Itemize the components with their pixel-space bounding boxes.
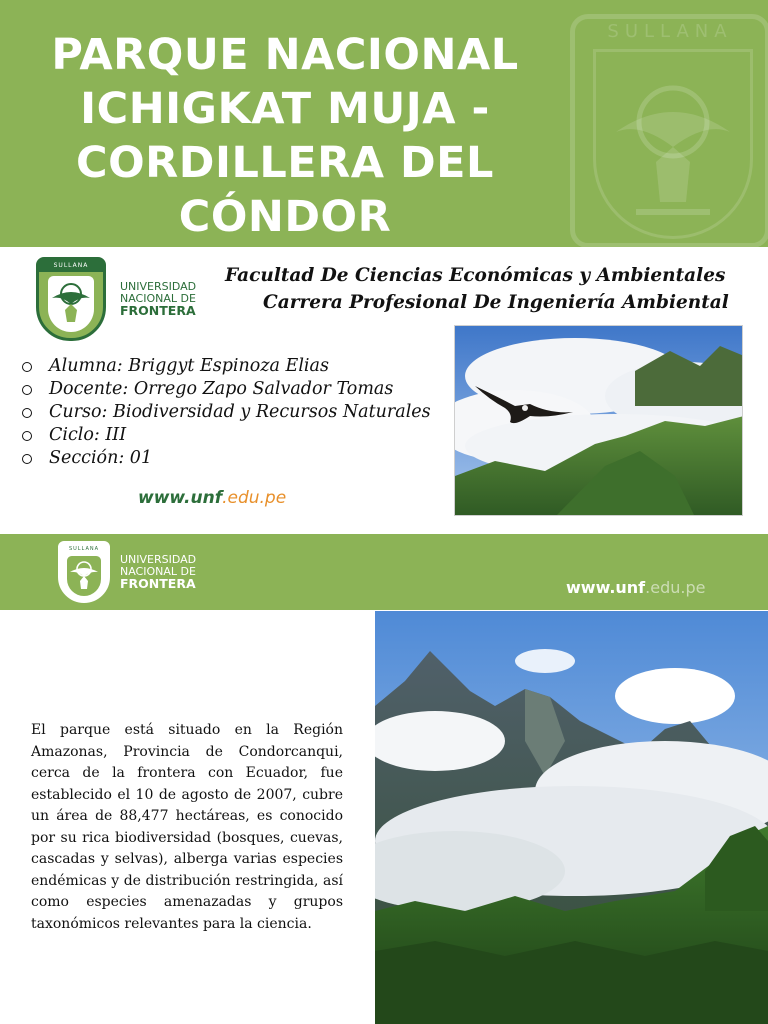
logo-shield <box>58 541 110 603</box>
website-link[interactable] <box>138 488 286 508</box>
watermark-shield <box>593 49 753 239</box>
logo-line-1: UNIVERSIDAD <box>120 553 197 566</box>
condor-emblem-icon <box>596 52 750 236</box>
logo-line-2: NACIONAL DE <box>120 292 196 305</box>
logo-band-text: SULLANA <box>61 544 107 554</box>
circle-bullet-icon <box>22 385 32 395</box>
logo-band-text: SULLANA <box>39 260 103 272</box>
student-info-list <box>22 355 442 470</box>
website-main: www.unf <box>138 488 223 508</box>
circle-bullet-icon <box>22 454 32 464</box>
website-suffix: .edu.pe <box>222 488 287 508</box>
condor-photo <box>454 325 743 516</box>
career-name: Carrera Profesional De Ingeniería Ambiental <box>263 292 729 313</box>
park-description: El parque está situado en la Región Amazonas, Provincia de Condorcanqui, cerca de la frontera con Ecuador, fue establecido el 10 de agosto de 2007, cubre un área de 88,477 hectáreas, es conocido por su rica biodiversidad (bosques, cuevas, cascadas y selvas), alberga varias especies endémicas y de distribución restringida, así como especies amenazadas y grupos taxonómicos relevantes para la ciencia. <box>31 722 343 932</box>
faculty-heading <box>215 262 745 316</box>
circle-bullet-icon <box>22 431 32 441</box>
circle-bullet-icon <box>22 408 32 418</box>
condor-emblem-icon <box>67 556 101 596</box>
university-logo <box>36 257 196 341</box>
faculty-name: Facultad De Ciencias Económicas y Ambientales <box>225 265 726 286</box>
list-item: Curso: Biodiversidad y Recursos Naturales <box>22 401 442 424</box>
list-item: Docente: Orrego Zapo Salvador Tomas <box>22 378 442 401</box>
logo-wordmark <box>120 554 196 590</box>
logo-wordmark <box>120 281 196 317</box>
title-banner <box>0 0 768 247</box>
condor-emblem-icon <box>48 276 94 332</box>
logo-line-1: UNIVERSIDAD <box>120 280 197 293</box>
page-title: PARQUE NACIONAL ICHIGKAT MUJA - CORDILLERA DEL CÓNDOR <box>51 30 519 242</box>
watermark-top-text: SULLANA <box>607 21 733 42</box>
list-item: Sección: 01 <box>22 447 442 470</box>
logo-shield-core <box>67 556 101 596</box>
website-link-footer[interactable] <box>566 578 705 597</box>
logo-line-2: NACIONAL DE <box>120 565 196 578</box>
website-main: www.unf <box>566 578 646 597</box>
logo-line-3: FRONTERA <box>120 576 196 591</box>
university-logo-footer <box>58 541 196 603</box>
list-item: Ciclo: III <box>22 424 442 447</box>
university-seal-watermark <box>570 14 768 247</box>
circle-bullet-icon <box>22 362 32 372</box>
logo-shield <box>36 257 106 341</box>
website-suffix: .edu.pe <box>645 578 706 597</box>
logo-line-3: FRONTERA <box>120 303 196 318</box>
list-item: Alumna: Briggyt Espinoza Elias <box>22 355 442 378</box>
mountain-photo <box>375 611 768 1024</box>
logo-shield-core <box>48 276 94 332</box>
